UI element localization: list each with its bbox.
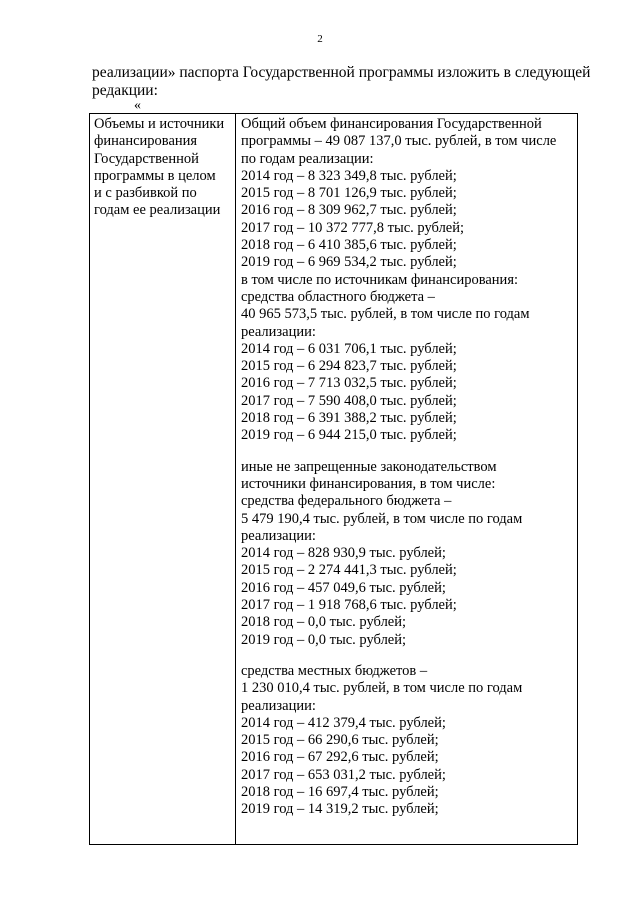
financing-line: 2019 год – 6 969 534,2 тыс. рублей; — [241, 254, 457, 271]
left-cell-line: Объемы и источники — [94, 116, 225, 132]
intro-paragraph — [92, 64, 592, 100]
financing-line: средства местных бюджетов – — [241, 662, 428, 679]
financing-line: 40 965 573,5 тыс. рублей, в том числе по годам — [241, 306, 530, 323]
block-spacer — [241, 445, 577, 459]
financing-line: 2014 год – 6 031 706,1 тыс. рублей; — [241, 340, 457, 357]
page-number: 2 — [317, 33, 323, 45]
financing-line: 2018 год – 6 391 388,2 тыс. рублей; — [241, 410, 457, 427]
financing-line: реализации: — [241, 527, 316, 544]
intro-line: реализации» паспорта Государственной программы изложить в следующей — [92, 64, 591, 81]
financing-line: 5 479 190,4 тыс. рублей, в том числе по годам — [241, 510, 523, 527]
passport-table — [89, 113, 578, 845]
financing-block — [241, 116, 577, 445]
financing-line: по годам реализации: — [241, 150, 374, 167]
financing-line: программы – 49 087 137,0 тыс. рублей, в том числе — [241, 133, 557, 150]
financing-line: 2018 год – 16 697,4 тыс. рублей; — [241, 783, 439, 800]
financing-line: 1 230 010,4 тыс. рублей, в том числе по годам — [241, 680, 523, 697]
financing-line: 2015 год – 8 701 126,9 тыс. рублей; — [241, 185, 457, 202]
financing-line: 2018 год – 6 410 385,6 тыс. рублей; — [241, 237, 457, 254]
financing-line: 2019 год – 14 319,2 тыс. рублей; — [241, 801, 439, 818]
financing-line: 2016 год – 67 292,6 тыс. рублей; — [241, 749, 439, 766]
financing-line: 2017 год – 7 590 408,0 тыс. рублей; — [241, 392, 457, 409]
financing-line: в том числе по источникам финансирования: — [241, 271, 519, 288]
left-cell-line: и с разбивкой по — [94, 185, 197, 202]
financing-line: 2017 год – 10 372 777,8 тыс. рублей; — [241, 219, 465, 236]
table-left-cell — [94, 116, 236, 220]
column-divider — [235, 114, 236, 844]
financing-line: 2014 год – 412 379,4 тыс. рублей; — [241, 714, 446, 731]
financing-line: 2015 год – 2 274 441,3 тыс. рублей; — [241, 562, 457, 579]
financing-line: 2014 год – 828 930,9 тыс. рублей; — [241, 545, 446, 562]
financing-line: Общий объем финансирования Государственной — [241, 116, 542, 132]
financing-line: источники финансирования, в том числе: — [241, 475, 496, 492]
financing-line: реализации: — [241, 697, 316, 714]
left-cell-line: программы в целом — [94, 167, 216, 184]
financing-line: 2019 год – 6 944 215,0 тыс. рублей; — [241, 427, 457, 444]
financing-line: 2016 год – 457 049,6 тыс. рублей; — [241, 579, 446, 596]
financing-line: средства областного бюджета – — [241, 288, 435, 305]
financing-line: 2017 год – 1 918 768,6 тыс. рублей; — [241, 597, 457, 614]
financing-line: иные не запрещенные законодательством — [241, 458, 497, 475]
financing-line: 2019 год – 0,0 тыс. рублей; — [241, 631, 407, 648]
table-right-cell — [241, 116, 577, 819]
financing-line: 2015 год – 6 294 823,7 тыс. рублей; — [241, 358, 457, 375]
left-cell-line: финансирования — [94, 133, 198, 150]
financing-line: 2014 год – 8 323 349,8 тыс. рублей; — [241, 167, 457, 184]
left-cell-line: годам ее реализации — [94, 202, 221, 219]
financing-line: средства федерального бюджета – — [241, 493, 452, 510]
financing-block — [241, 663, 577, 819]
financing-line: 2016 год – 7 713 032,5 тыс. рублей; — [241, 375, 457, 392]
financing-line: 2018 год – 0,0 тыс. рублей; — [241, 614, 407, 631]
left-cell-line: Государственной — [94, 150, 199, 167]
financing-line: реализации: — [241, 323, 316, 340]
financing-line: 2016 год – 8 309 962,7 тыс. рублей; — [241, 202, 457, 219]
financing-line: 2015 год – 66 290,6 тыс. рублей; — [241, 732, 439, 749]
intro-line: редакции: — [92, 82, 158, 99]
opening-quote: « — [134, 98, 141, 113]
financing-line: 2017 год – 653 031,2 тыс. рублей; — [241, 766, 446, 783]
financing-block — [241, 459, 577, 649]
block-spacer — [241, 649, 577, 663]
